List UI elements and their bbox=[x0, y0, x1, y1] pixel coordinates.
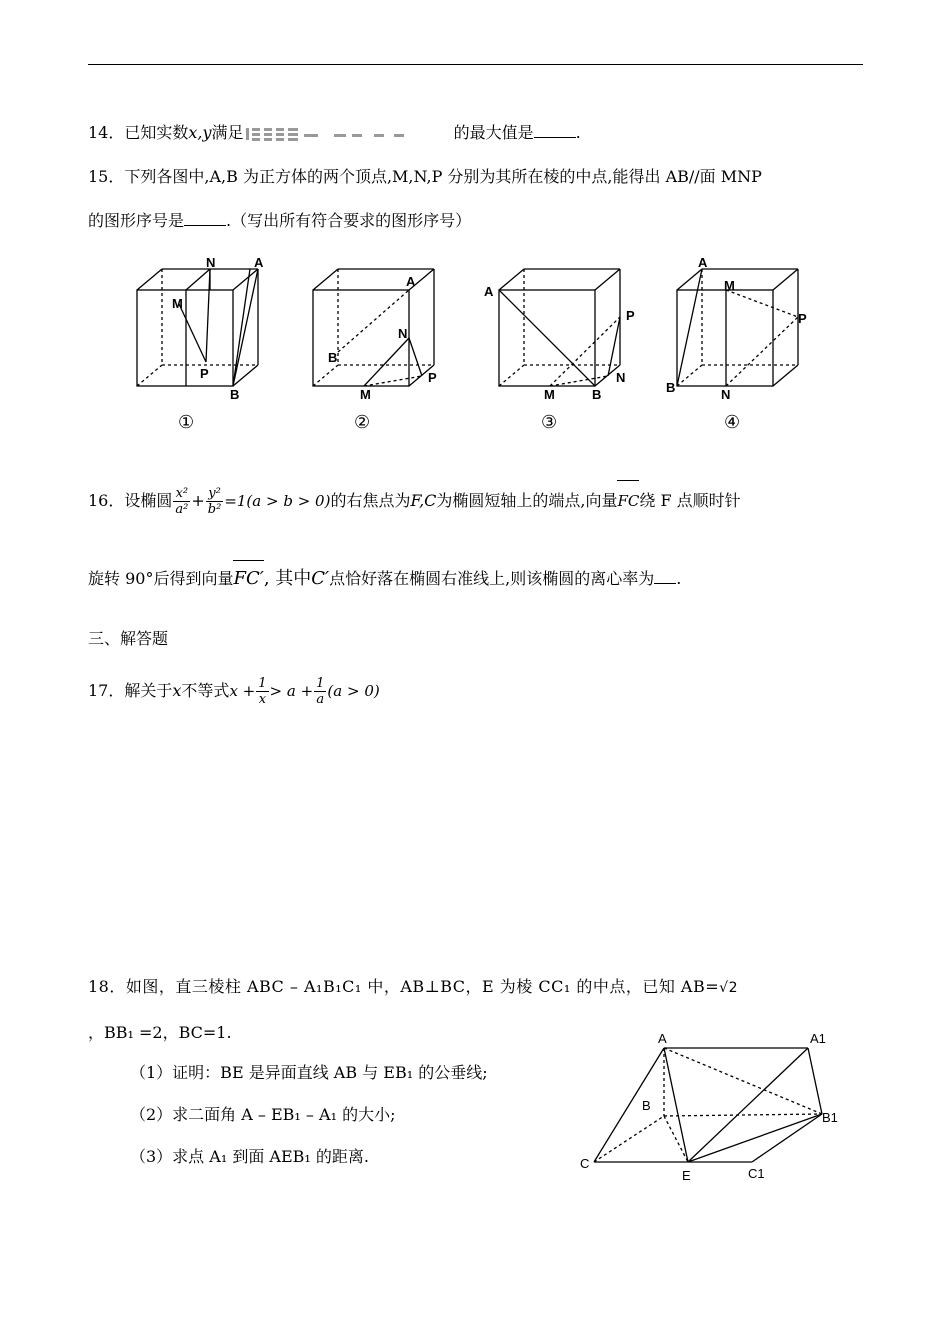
q17-text-b: 不等式 bbox=[181, 681, 230, 700]
q17-var: x bbox=[172, 681, 182, 700]
question-18-part3: （3）求点 A₁ 到面 AEB₁ 的距离. bbox=[130, 1147, 369, 1166]
q16-frac1-num: x² bbox=[173, 486, 190, 502]
fig2-label-P: P bbox=[428, 370, 437, 385]
q16-text-b: 的右焦点为 bbox=[330, 491, 411, 510]
question-15-line1 bbox=[88, 166, 762, 188]
q17-frac2-den: a bbox=[316, 692, 325, 707]
question-15-line2 bbox=[88, 210, 471, 232]
q18-label-C: C bbox=[580, 1156, 590, 1171]
q17-frac1-den: x bbox=[258, 692, 267, 707]
q16-text-a: 设椭圆 bbox=[124, 491, 173, 510]
q16-frac-y bbox=[206, 486, 224, 517]
fig1-label-M: M bbox=[172, 296, 183, 311]
question-16-line1 bbox=[88, 480, 741, 520]
fig4-label-A: A bbox=[698, 255, 708, 270]
q14-constraint-image bbox=[244, 124, 454, 144]
q18-label-A: A bbox=[658, 1031, 667, 1046]
q16-vector-FC: FC bbox=[617, 480, 639, 520]
q15-figure-3-cube bbox=[499, 269, 620, 386]
question-18-line2: ，BB₁ =2，BC=1. bbox=[88, 1023, 232, 1042]
q17-frac2-num: 1 bbox=[316, 676, 325, 691]
q16-condition: =1(a > b > 0) bbox=[224, 492, 331, 510]
question-14 bbox=[88, 122, 581, 144]
fig2-label-B: B bbox=[328, 350, 338, 365]
figure-4-number: ④ bbox=[724, 412, 741, 432]
question-18-part1: （1）证明：BE 是异面直线 AB 与 EB₁ 的公垂线; bbox=[130, 1063, 488, 1082]
q18-text-line1: 18．如图，直三棱柱 ABC – A₁B₁C₁ 中，AB⊥BC，E 为棱 CC₁ 的中点，已知 AB= bbox=[88, 977, 720, 996]
q16-answer-blank bbox=[654, 569, 676, 584]
q15-text-line2a: 的图形序号是 bbox=[88, 211, 185, 230]
q16-C-prime: C′ bbox=[311, 568, 330, 589]
question-18-part2: （2）求二面角 A – EB₁ – A₁ 的大小; bbox=[130, 1105, 396, 1124]
q18-sqrt2: √2 bbox=[719, 980, 738, 996]
figure-1-number: ① bbox=[178, 412, 195, 432]
q16-frac1-den: a² bbox=[175, 502, 189, 517]
fig4-label-M: M bbox=[724, 278, 735, 293]
q16-text-line2b: 点恰好落在椭圆右准线上,则该椭圆的离心率为 bbox=[329, 569, 655, 588]
q14-end: . bbox=[575, 123, 581, 142]
fig3-label-A: A bbox=[484, 284, 494, 299]
fig2-label-A: A bbox=[406, 274, 416, 289]
q15-number: 15． bbox=[88, 167, 125, 186]
q17-expr-a: x + bbox=[229, 682, 256, 700]
q18-label-B1: B1 bbox=[822, 1110, 838, 1125]
fig1-label-B: B bbox=[230, 387, 240, 402]
q18-label-C1: C1 bbox=[748, 1166, 765, 1181]
fig3-label-M: M bbox=[544, 387, 555, 402]
q17-frac1-num: 1 bbox=[258, 676, 267, 691]
q18-label-A1: A1 bbox=[810, 1031, 826, 1046]
fig1-label-N: N bbox=[206, 255, 216, 270]
fig2-label-N: N bbox=[398, 326, 408, 341]
q18-label-B: B bbox=[642, 1098, 651, 1113]
figure-3-number: ③ bbox=[541, 412, 558, 432]
q18-prism-figure bbox=[572, 1028, 842, 1188]
q15-figures bbox=[120, 252, 840, 432]
q16-text-d: 绕 F 点顺时针 bbox=[639, 491, 741, 510]
q16-number: 16． bbox=[88, 491, 125, 510]
section-3-heading: 三、解答题 bbox=[88, 629, 169, 648]
fig4-label-B: B bbox=[666, 380, 676, 395]
q15-figure-2-cube bbox=[313, 269, 434, 386]
q14-number: 14． bbox=[88, 123, 125, 142]
q17-text-a: 解关于 bbox=[124, 681, 173, 700]
q16-frac-x bbox=[173, 486, 190, 517]
header-rule bbox=[88, 64, 863, 65]
q16-plus: + bbox=[191, 491, 205, 510]
q15-figure-1-cube bbox=[137, 269, 258, 386]
fig4-label-N: N bbox=[721, 387, 731, 402]
q16-mid: , 其中 bbox=[263, 568, 312, 589]
figure-2-number: ② bbox=[354, 412, 371, 432]
question-18-line1 bbox=[88, 976, 738, 999]
q16-vars: F,C bbox=[410, 491, 437, 510]
q15-figure-4-cube bbox=[677, 269, 798, 386]
fig3-label-B: B bbox=[592, 387, 602, 402]
q14-text-a: 已知实数 bbox=[124, 123, 189, 142]
q15-answer-blank bbox=[184, 211, 226, 226]
q14-vars: x,y bbox=[188, 123, 212, 142]
fig3-label-N: N bbox=[616, 370, 626, 385]
q14-text-b: 满足 bbox=[211, 123, 244, 142]
fig1-label-A: A bbox=[254, 255, 264, 270]
q16-text-line2a: 旋转 90°后得到向量 bbox=[88, 569, 234, 588]
q16-frac2-den: b² bbox=[207, 502, 222, 517]
fig2-label-M: M bbox=[360, 387, 371, 402]
q16-vector-FC-prime: FC′ bbox=[233, 560, 263, 596]
q16-end: . bbox=[676, 569, 682, 588]
question-16-line2 bbox=[88, 560, 681, 596]
q15-text-line1: 下列各图中,A,B 为正方体的两个顶点,M,N,P 分别为其所在棱的中点,能得出 AB//面 MNP bbox=[124, 167, 762, 186]
q17-expr-c: (a > 0) bbox=[327, 682, 380, 700]
question-17 bbox=[88, 670, 380, 712]
q15-text-line2b: .（写出所有符合要求的图形序号） bbox=[226, 211, 472, 230]
q17-expr-b: > a + bbox=[269, 682, 314, 700]
q14-answer-blank bbox=[534, 123, 576, 138]
q16-frac2-num: y² bbox=[206, 486, 224, 502]
fig4-label-P: P bbox=[798, 311, 807, 326]
q16-text-c: 为椭圆短轴上的端点,向量 bbox=[436, 491, 618, 510]
fig1-label-P: P bbox=[200, 366, 209, 381]
q18-label-E: E bbox=[682, 1168, 691, 1183]
q17-frac-a bbox=[314, 676, 326, 707]
q14-text-c: 的最大值是 bbox=[453, 123, 534, 142]
q17-number: 17． bbox=[88, 681, 125, 700]
fig3-label-P: P bbox=[626, 308, 635, 323]
q17-frac-x bbox=[256, 676, 268, 707]
